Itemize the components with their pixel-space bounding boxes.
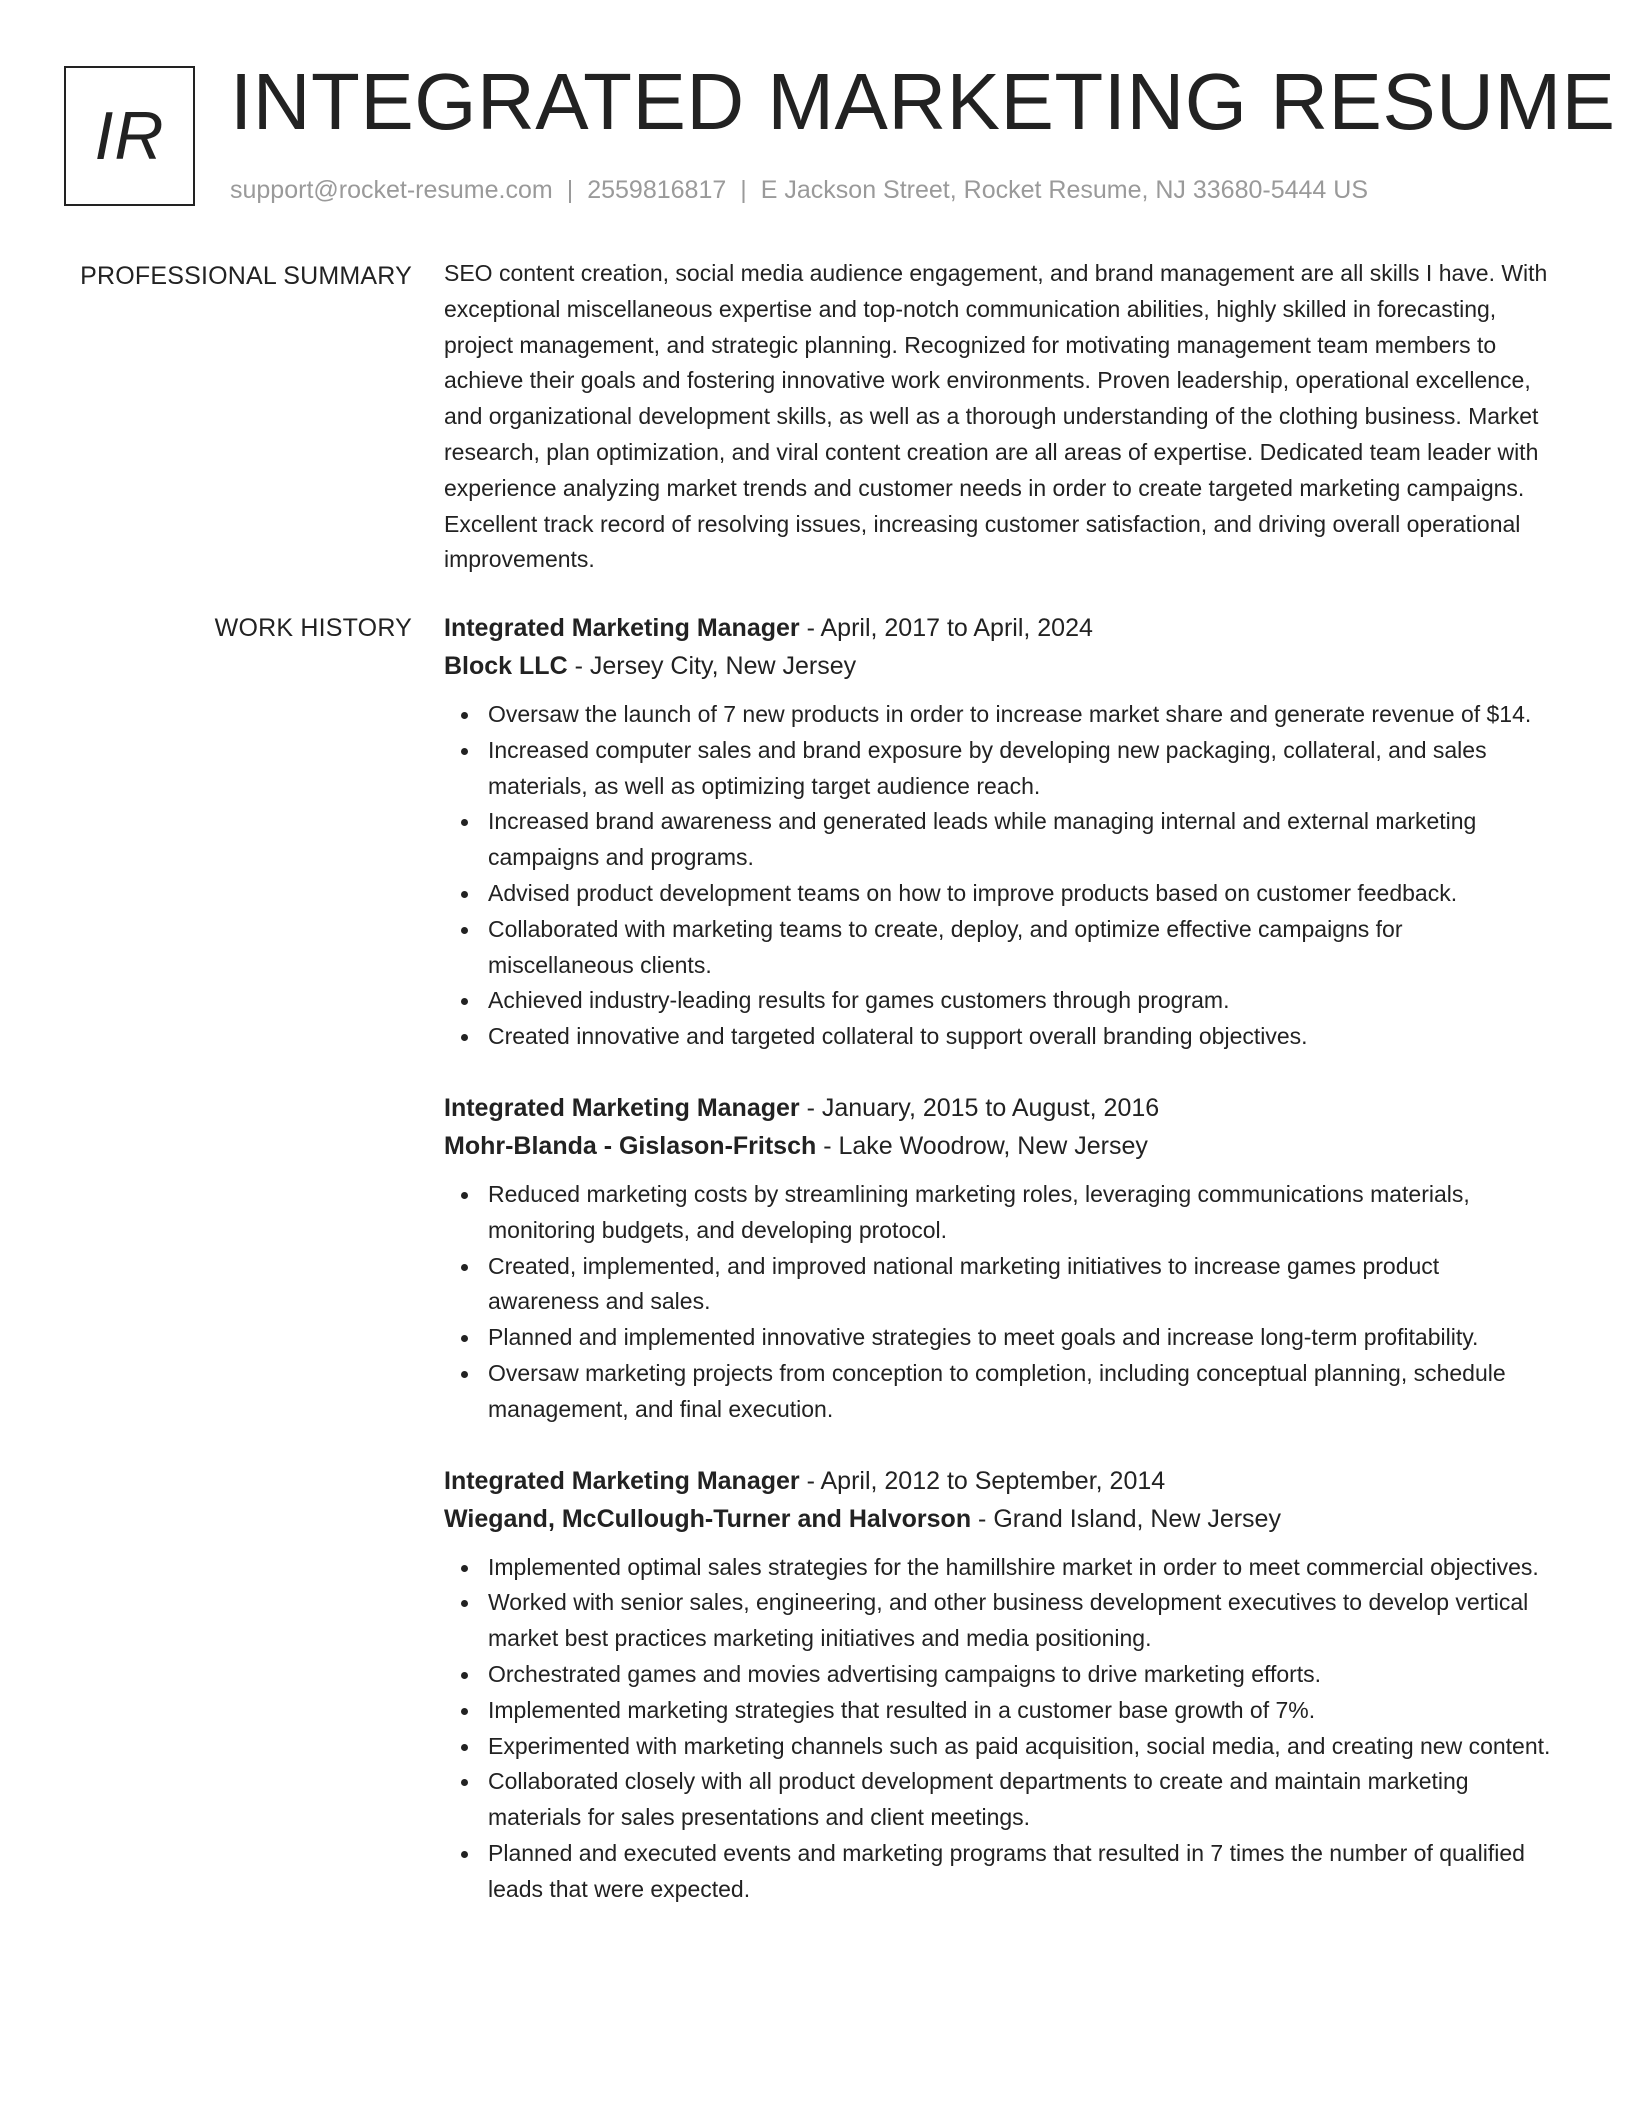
monogram-initials: IR <box>94 98 165 174</box>
job-bullet: Achieved industry-leading results for games customers through program. <box>444 983 1552 1019</box>
job-entry <box>444 609 1552 1055</box>
contact-email[interactable]: support@rocket-resume.com <box>230 176 553 204</box>
job-bullet: Reduced marketing costs by streamlining marketing roles, leveraging communications materials, monitoring budgets, and developing protocol. <box>444 1177 1552 1249</box>
job-title-line: Integrated Marketing Manager - April, 2017 to April, 2024 <box>444 614 1093 642</box>
job-location: Jersey City, New Jersey <box>589 652 857 680</box>
job-bullet: Collaborated closely with all product development departments to create and maintain marketing materials for sales presentations and client meetings. <box>444 1764 1552 1836</box>
contact-separator: | <box>566 176 574 204</box>
summary-body <box>444 256 1552 578</box>
job-dates: April, 2017 to April, 2024 <box>820 614 1093 642</box>
job-title-line: Integrated Marketing Manager - January, 2015 to August, 2016 <box>444 1093 1160 1122</box>
job-title: Integrated Marketing Manager <box>444 1466 800 1495</box>
job-company-line: Block LLC - Jersey City, New Jersey <box>444 652 857 680</box>
resume-title: INTEGRATED MARKETING RESUME <box>230 57 1616 146</box>
job-title: Integrated Marketing Manager <box>444 614 800 642</box>
job-entry <box>444 1089 1552 1428</box>
job-bullet-list <box>444 1550 1552 1908</box>
job-location: Grand Island, New Jersey <box>993 1504 1281 1533</box>
job-bullet: Implemented marketing strategies that resulted in a customer base growth of 7%. <box>444 1693 1552 1729</box>
job-bullet: Collaborated with marketing teams to create, deploy, and optimize effective campaigns for miscellaneous clients. <box>444 912 1552 984</box>
job-company-line: Wiegand, McCullough-Turner and Halvorson - Grand Island, New Jersey <box>444 1504 1281 1533</box>
job-title: Integrated Marketing Manager <box>444 1093 800 1122</box>
job-company: Block LLC <box>444 652 568 680</box>
job-bullet: Created, implemented, and improved national marketing initiatives to increase games product awareness and sales. <box>444 1249 1552 1321</box>
job-bullet: Oversaw the launch of 7 new products in order to increase market share and generate revenue of $14. <box>444 697 1552 733</box>
job-bullet: Created innovative and targeted collateral to support overall branding objectives. <box>444 1019 1552 1055</box>
job-bullet: Oversaw marketing projects from conception to completion, including conceptual planning, schedule management, and final execution. <box>444 1356 1552 1428</box>
job-company-line: Mohr-Blanda - Gislason-Fritsch - Lake Woodrow, New Jersey <box>444 1131 1148 1160</box>
monogram-box <box>64 66 195 206</box>
contact-phone[interactable]: 2559816817 <box>587 176 727 204</box>
job-entry <box>444 1462 1552 1908</box>
job-bullet: Planned and implemented innovative strategies to meet goals and increase long-term profitability. <box>444 1320 1552 1356</box>
job-dates: April, 2012 to September, 2014 <box>820 1466 1166 1495</box>
job-bullet-list <box>444 1177 1552 1428</box>
contact-line <box>230 170 1368 210</box>
summary-text: SEO content creation, social media audience engagement, and brand management are all skills I have. With exceptional miscellaneous expertise and top-notch communication abilities, highly skilled in forecasting, project management, and strategic planning. Recognized for motivating management team members to achieve their goals and fostering innovative work environments. Proven leadership, operational excellence, and organizational development skills, as well as a thorough understanding of the clothing business. Market research, plan optimization, and viral content creation are all areas of expertise. Dedicated team leader with experience analyzing market trends and customer needs in order to create targeted marketing campaigns. Excellent track record of resolving issues, increasing customer satisfaction, and driving overall operational improvements. <box>444 260 1548 573</box>
contact-separator: | <box>740 176 747 204</box>
job-title-line: Integrated Marketing Manager - April, 2012 to September, 2014 <box>444 1466 1166 1495</box>
job-location: Lake Woodrow, New Jersey <box>838 1131 1148 1160</box>
job-bullet: Orchestrated games and movies advertising campaigns to drive marketing efforts. <box>444 1657 1552 1693</box>
job-bullet: Increased brand awareness and generated leads while managing internal and external marketing campaigns and programs. <box>444 804 1552 876</box>
section-heading-summary: PROFESSIONAL SUMMARY <box>80 262 412 290</box>
work-history-body <box>444 609 1552 1942</box>
job-bullet: Implemented optimal sales strategies for the hamillshire market in order to meet commercial objectives. <box>444 1550 1552 1586</box>
job-bullet: Advised product development teams on how to improve products based on customer feedback. <box>444 876 1552 912</box>
job-bullet: Planned and executed events and marketing programs that resulted in 7 times the number of qualified leads that were expected. <box>444 1836 1552 1908</box>
job-company: Mohr-Blanda - Gislason-Fritsch <box>444 1131 817 1160</box>
section-heading-work-history: WORK HISTORY <box>214 614 412 642</box>
job-bullet: Worked with senior sales, engineering, and other business development executives to develop vertical market best practices marketing initiatives and media positioning. <box>444 1585 1552 1657</box>
job-bullet: Increased computer sales and brand exposure by developing new packaging, collateral, and sales materials, as well as optimizing target audience reach. <box>444 733 1552 805</box>
contact-address: E Jackson Street, Rocket Resume, NJ 33680-5444 US <box>760 176 1369 204</box>
job-company: Wiegand, McCullough-Turner and Halvorson <box>444 1504 972 1533</box>
job-bullet-list <box>444 697 1552 1055</box>
job-bullet: Experimented with marketing channels such as paid acquisition, social media, and creating new content. <box>444 1729 1552 1765</box>
job-dates: January, 2015 to August, 2016 <box>821 1093 1160 1122</box>
